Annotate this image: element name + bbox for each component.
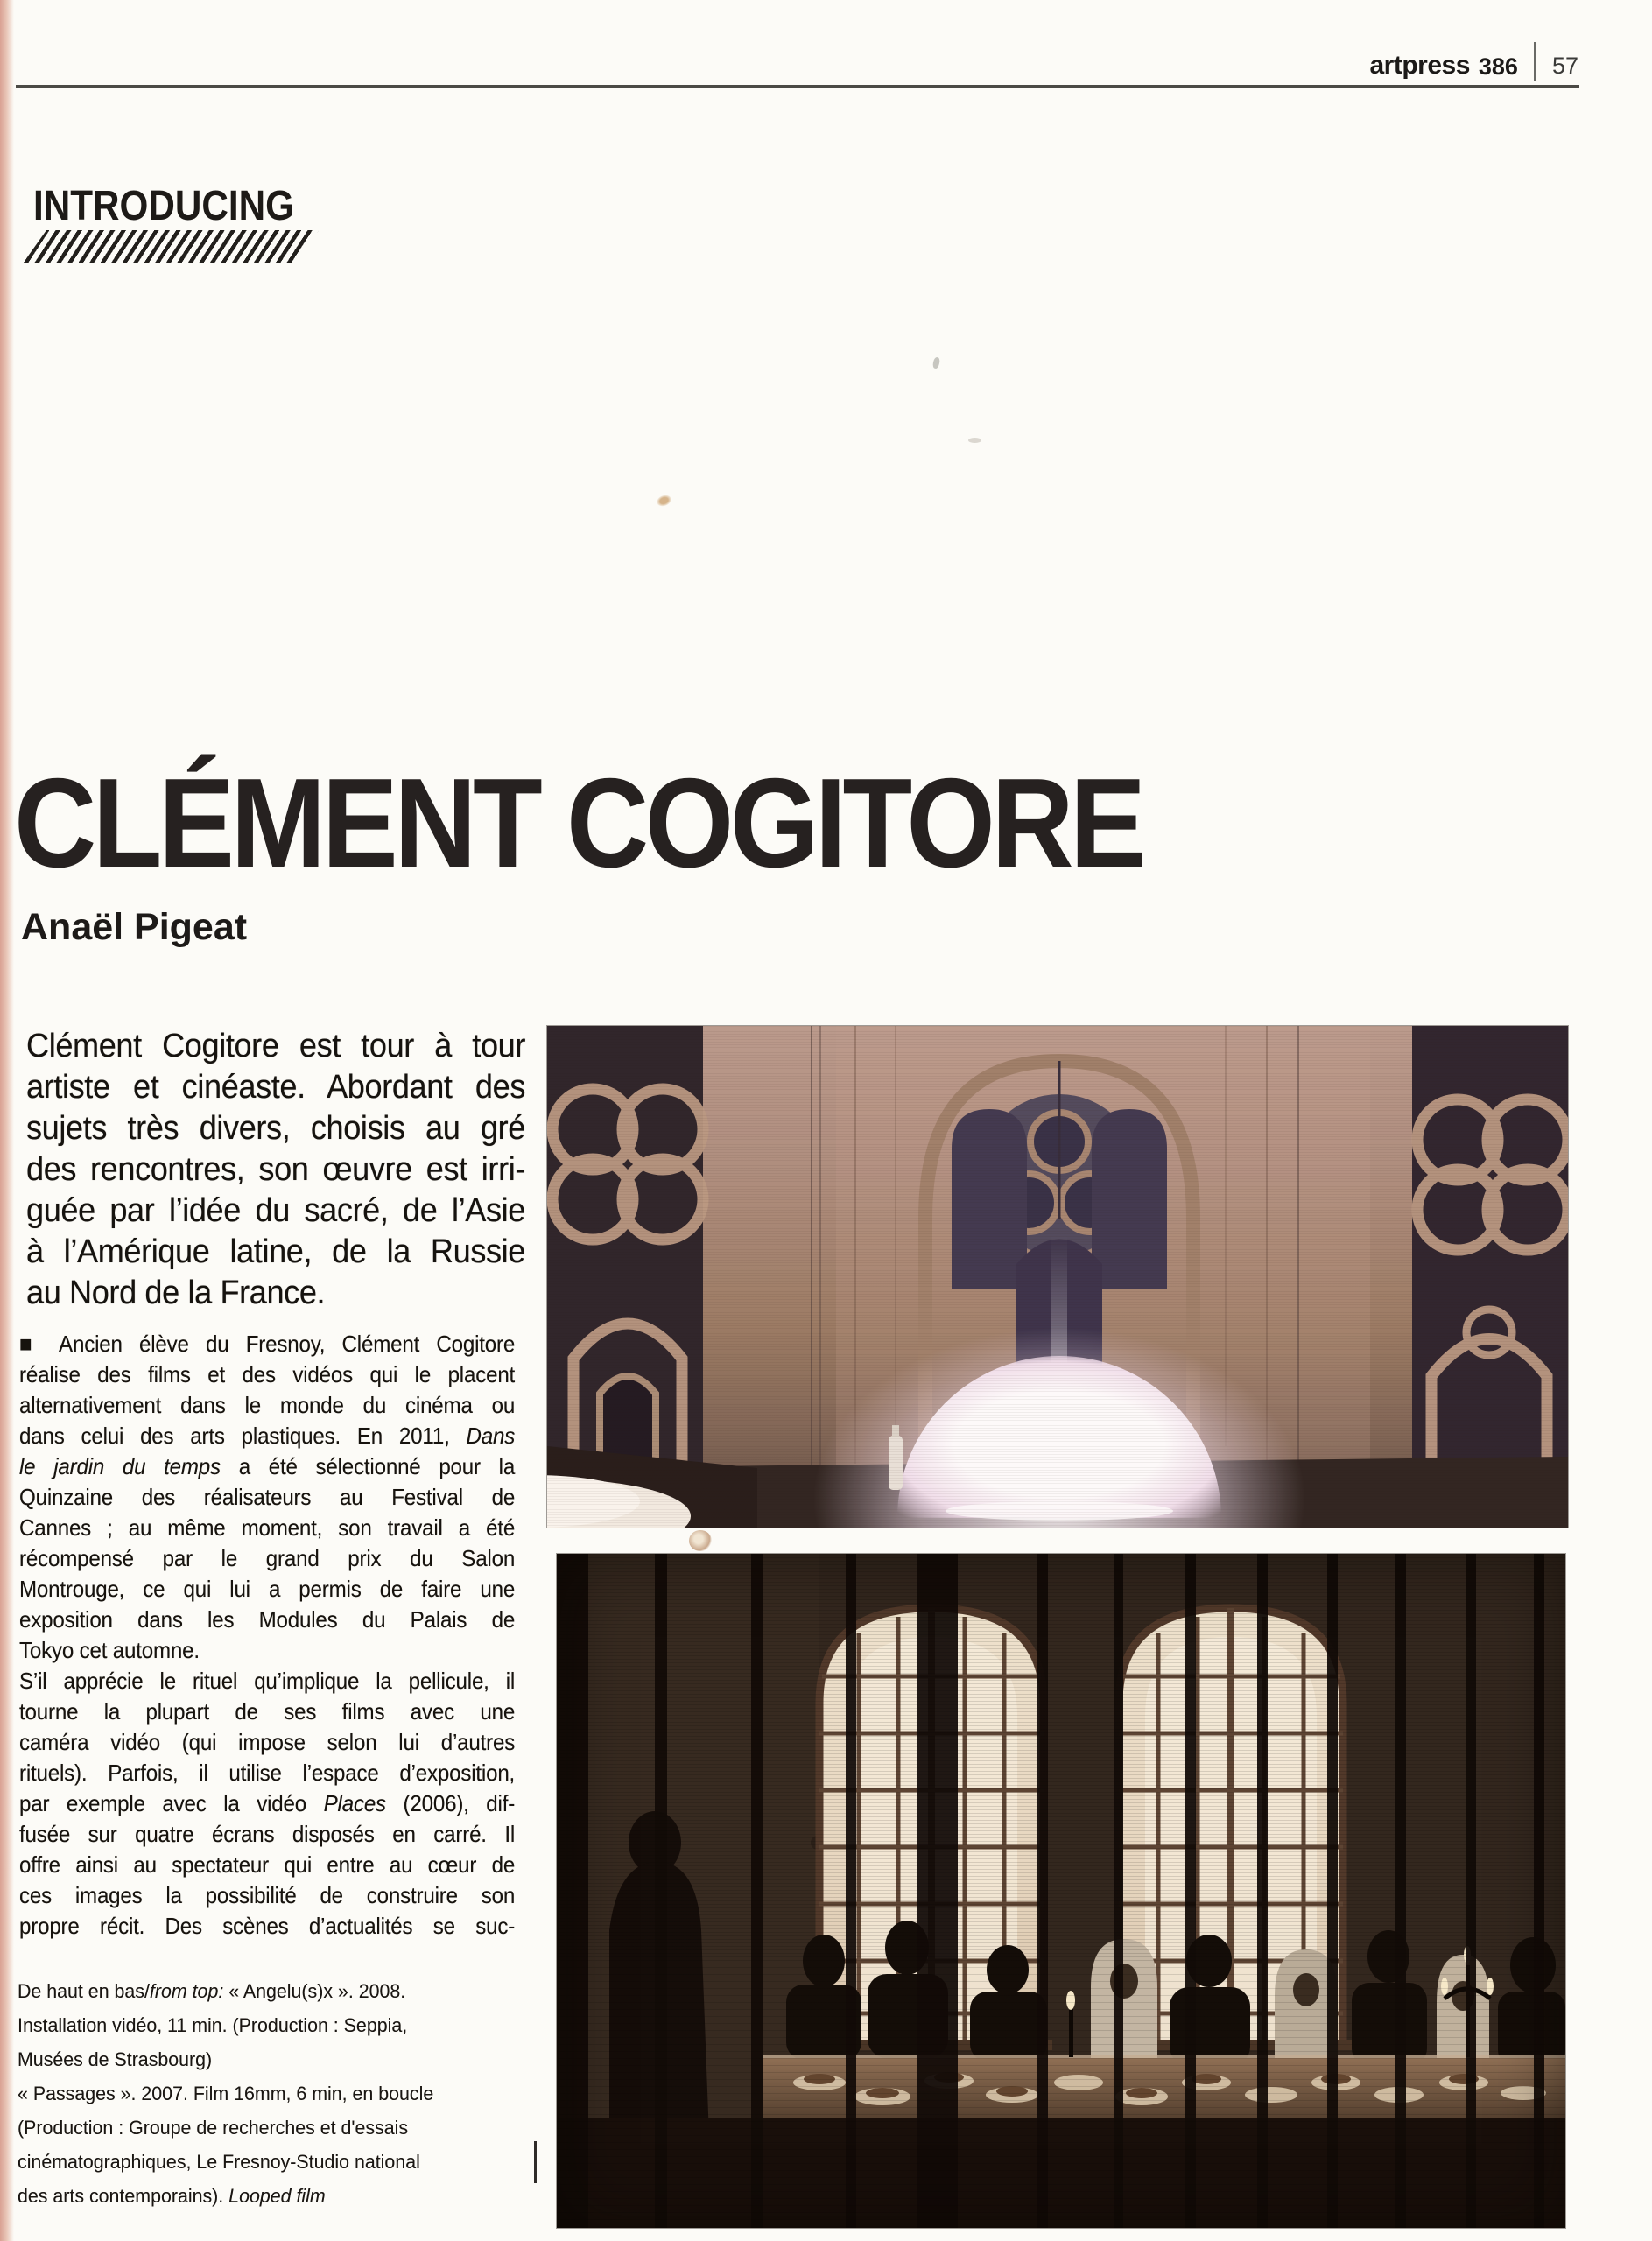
caption-line: (Production : Groupe de recherches et d'essais [18,2117,409,2139]
body-line: offre ainsi au spectateur qui entre au cœur de [19,1851,516,1878]
paper-speck [655,493,672,508]
photo-angelusx [547,1026,1568,1528]
kicker: INTRODUCING [33,183,295,229]
body-line: ces images la possibilité de construire son [19,1882,516,1908]
paper-blemish [689,1530,712,1551]
body-line: réalise des films et des vidéos qui le placent [19,1361,516,1387]
page-number: 57 [1551,53,1578,79]
caption-line: cinématographiques, Le Fresnoy-Studio national [18,2151,420,2173]
body-line: rituels). Parfois, il utilise l’espace d’exposition, [19,1760,516,1786]
intro-line: guée par l’idée du sacré, de l’Asie [26,1192,525,1229]
caption-line: Musées de Strasbourg) [18,2048,213,2070]
byline: Anaël Pigeat [21,906,248,948]
photo-angelusx-image [547,1026,1568,1528]
hatch-stripes [23,230,319,263]
body-line: exposition dans les Modules du Palais de [19,1606,516,1633]
separator-bar [1534,42,1536,81]
body-line: par exemple avec la vidéo Places (2006), dif- [19,1790,516,1816]
body-line: S’il apprécie le rituel qu’implique la pellicule, il [19,1668,516,1694]
body-line: Montrouge, ce qui lui a permis de faire une [19,1576,516,1602]
paper-speck [968,438,981,443]
body-line: alternativement dans le monde du cinéma ou [19,1392,516,1418]
article-title: CLÉMENT COGITORE [14,752,1142,894]
body-line: Cannes ; au même moment, son travail a été [19,1514,516,1541]
intro-line: des rencontres, son œuvre est irri- [26,1151,525,1188]
body-line: propre récit. Des scènes d’actualités se suc- [19,1913,516,1939]
caption-line: Installation vidéo, 11 min. (Production : Seppia, [18,2014,408,2036]
body-line: tourne la plupart de ses films avec une [19,1698,516,1725]
intro-line: Clément Cogitore est tour à tour [26,1028,525,1064]
page-header [1369,42,1578,81]
photo-passages [557,1554,1565,2228]
body-line: ■ Ancien élève du Fresnoy, Clément Cogitore [19,1331,516,1357]
body-line: Quinzaine des réalisateurs au Festival de [19,1484,516,1510]
body-text [19,1329,515,1942]
header-rule [16,85,1579,88]
issue-number: 386 [1478,53,1518,80]
scan-artifact [534,2141,537,2183]
magazine-name: artpress [1369,51,1470,80]
caption-line: De haut en bas/from top: « Angelu(s)x ». 2008. [18,1980,406,2002]
scan-edge [0,0,14,2241]
caption-line: « Passages ». 2007. Film 16mm, 6 min, en boucle [18,2083,434,2104]
photo-passages-image [557,1554,1565,2228]
intro-line: au Nord de la France. [26,1275,326,1311]
body-line: fusée sur quatre écrans disposés en carré. Il [19,1821,516,1847]
intro-line: artiste et cinéaste. Abordant des [26,1069,525,1106]
intro-paragraph [26,1026,525,1314]
paper-speck [932,356,941,369]
intro-line: sujets très divers, choisis au gré [26,1110,525,1147]
body-line: dans celui des arts plastiques. En 2011, Dans [19,1423,516,1449]
body-line: le jardin du temps a été sélectionné pour la [19,1453,516,1479]
body-line: récompensé par le grand prix du Salon [19,1545,516,1571]
body-line: Tokyo cet automne. [19,1637,200,1663]
caption-line: des arts contemporains). Looped film [18,2185,326,2207]
body-line: caméra vidéo (qui impose selon lui d’autres [19,1729,516,1755]
intro-line: à l’Amérique latine, de la Russie [26,1233,525,1270]
photo-captions [18,1974,467,2213]
